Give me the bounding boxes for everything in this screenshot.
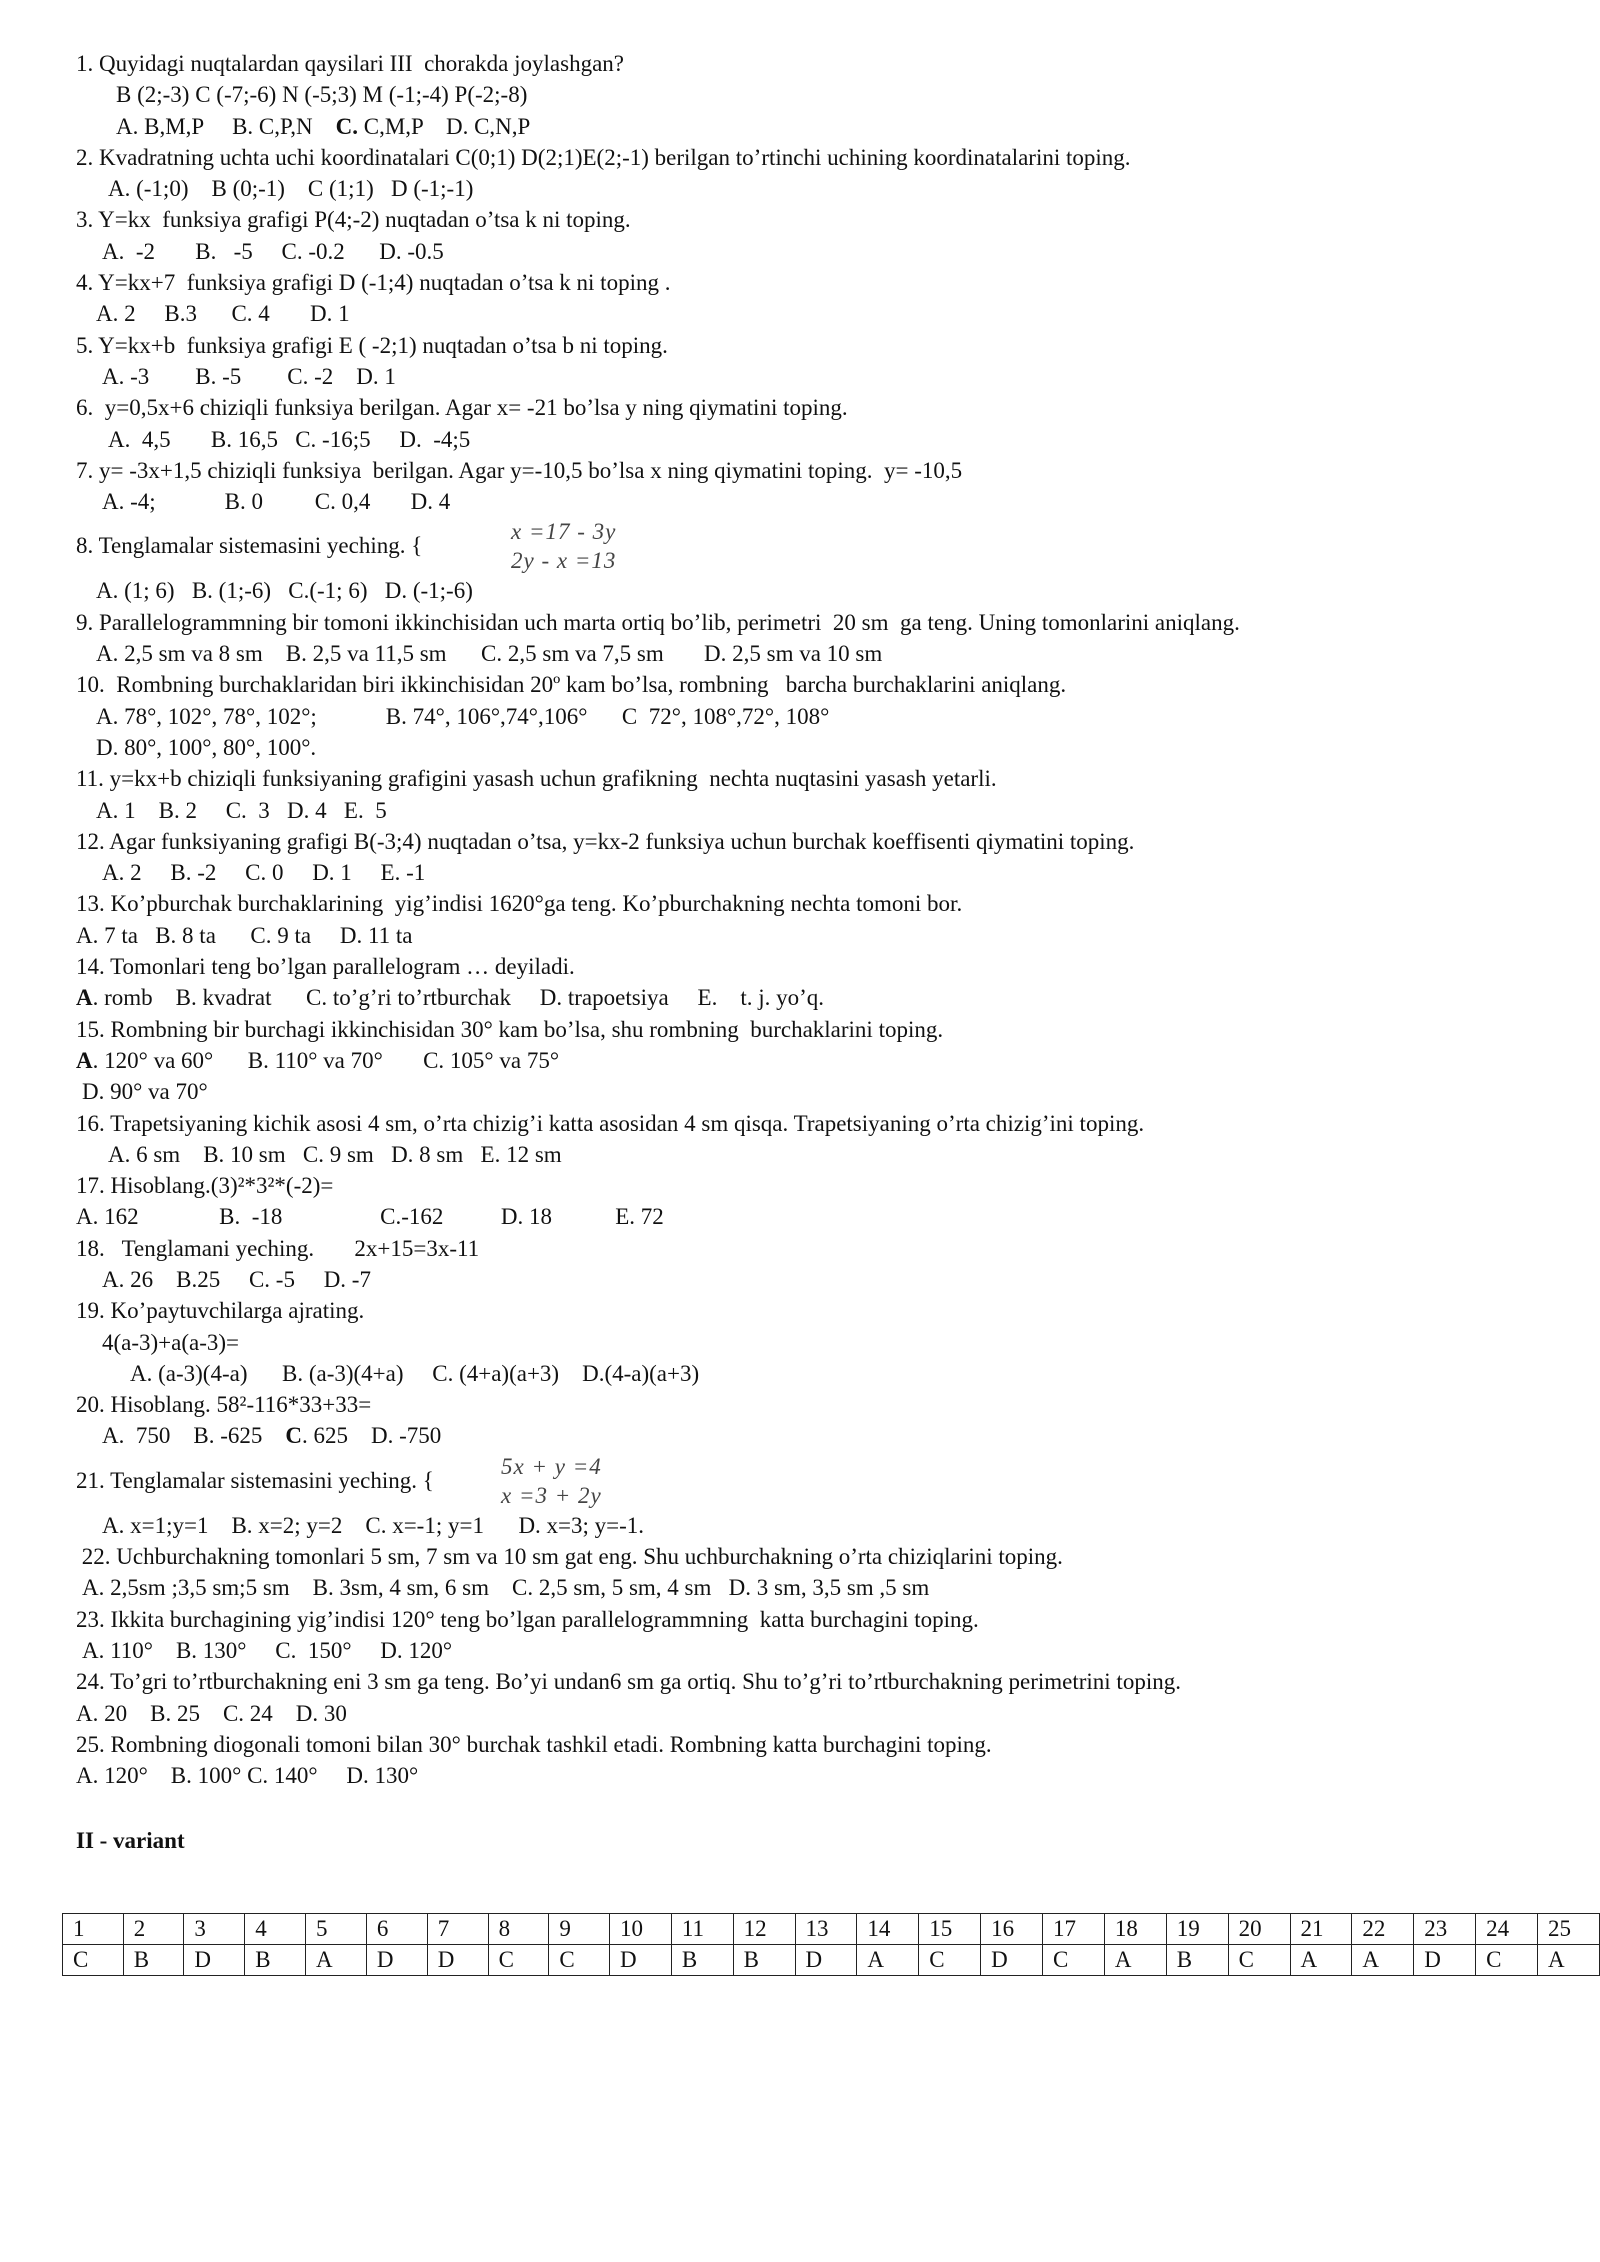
answer-options: A. x=1;y=1 B. x=2; y=2 C. x=-1; y=1 D. x=3; y=-1. [102, 1512, 645, 1538]
question-text: 2. Kvadratning uchta uchi koordinatalari C(0;1) D(2;1)E(2;-1) berilgan to’rtinchi uchining koordinatalarini toping. [76, 144, 1131, 170]
answer-key-answers-row [63, 1945, 1600, 1976]
answer-options: A. (1; 6) B. (1;-6) C.(-1; 6) D. (-1;-6) [96, 578, 473, 604]
question-text: 19. Ko’paytuvchilarga ajrating. [76, 1298, 365, 1324]
question-block [76, 1666, 1576, 1729]
question-system-line [76, 1452, 1576, 1510]
question-text: 22. Uchburchakning tomonlari 5 sm, 7 sm va 10 sm gat eng. Shu uchburchakning o’rta chiziqlarini toping. [76, 1544, 1063, 1570]
question-block [76, 607, 1576, 670]
equation: x =17 - 3y [511, 519, 617, 545]
answer-key-number-cell: 5 [305, 1914, 366, 1945]
answer-options: A. 110° B. 130° C. 150° D. 120° [82, 1637, 453, 1663]
question-block [76, 330, 1576, 393]
equation-system [511, 517, 616, 575]
equation-system [501, 1452, 602, 1510]
question-text: 23. Ikkita burchagining yig’indisi 120° teng bo’lgan parallelogrammning katta burchagini toping. [76, 1606, 979, 1632]
question-text: 8. Tenglamalar sistemasini yeching. { [76, 533, 423, 559]
question-system-line [76, 517, 1576, 575]
answer-key-number-cell: 6 [366, 1914, 427, 1945]
answer-options: D. 80°, 100°, 80°, 100°. [96, 734, 317, 760]
answer-options: A. 4,5 B. 16,5 C. -16;5 D. -4;5 [108, 426, 471, 452]
question-text: 12. Agar funksiyaning grafigi B(-3;4) nuqtadan o’tsa, y=kx-2 funksiya uchun burchak koeffisenti qiymatini toping. [76, 828, 1135, 854]
question-block [76, 1604, 1576, 1667]
answer-options: A. B,M,P B. C,P,N C. C,M,P D. C,N,P [116, 113, 531, 139]
question-block [76, 48, 1576, 142]
answer-options: A. (a-3)(4-a) B. (a-3)(4+a) C. (4+a)(a+3) D.(4-a)(a+3) [130, 1360, 700, 1386]
answer-key-answer-cell: C [1476, 1945, 1538, 1976]
question-text: 6. y=0,5x+6 chiziqli funksiya berilgan. Agar x= -21 bo’lsa y ning qiymatini toping. [76, 395, 848, 421]
answer-key-answer-cell: D [610, 1945, 672, 1976]
question-block [76, 267, 1576, 330]
answer-options: A. -4; B. 0 C. 0,4 D. 4 [102, 489, 451, 515]
question-block [76, 1729, 1576, 1792]
question-block [76, 826, 1576, 889]
answer-key-number-cell: 19 [1166, 1914, 1228, 1945]
answer-key-number-cell: 7 [427, 1914, 488, 1945]
answer-options: A. 26 B.25 C. -5 D. -7 [102, 1266, 371, 1292]
answer-options: A. 162 B. -18 C.-162 D. 18 E. 72 [76, 1204, 664, 1230]
answer-key-answer-cell: B [733, 1945, 795, 1976]
question-text: 14. Tomonlari teng bo’lgan parallelogram … deyiladi. [76, 954, 575, 980]
question-block [76, 1233, 1576, 1296]
answer-key-answer-cell: C [1043, 1945, 1105, 1976]
answer-options: A. 120° B. 100° C. 140° D. 130° [76, 1763, 419, 1789]
answer-key-number-cell: 2 [123, 1914, 184, 1945]
equation: 5x + y =4 [501, 1453, 602, 1479]
answer-key-answer-cell: C [919, 1945, 981, 1976]
question-block [76, 517, 1576, 606]
answer-key-answer-cell: A [305, 1945, 366, 1976]
answer-key-answer-cell: B [123, 1945, 184, 1976]
answer-key-number-cell: 12 [733, 1914, 795, 1945]
answer-key-answer-cell: B [671, 1945, 733, 1976]
question-text: 13. Ko’pburchak burchaklarining yig’indisi 1620°ga teng. Ko’pburchakning nechta tomoni bor. [76, 891, 963, 917]
equation: 2y - x =13 [511, 548, 617, 574]
question-text: 25. Rombning diogonali tomoni bilan 30° burchak tashkil etadi. Rombning katta burchagini toping. [76, 1731, 992, 1757]
answer-key-answer-cell: A [857, 1945, 919, 1976]
answer-key-number-cell: 21 [1290, 1914, 1352, 1945]
answer-key-answer-cell: D [184, 1945, 245, 1976]
answer-options: B (2;-3) C (-7;-6) N (-5;3) M (-1;-4) P(-2;-8) [116, 82, 528, 108]
question-block [76, 763, 1576, 826]
question-text: 9. Parallelogrammning bir tomoni ikkinchisidan uch marta ortiq bo’lib, perimetri 20 sm ga teng. Uning tomonlarini aniqlang. [76, 609, 1240, 635]
answer-key-number-cell: 23 [1414, 1914, 1476, 1945]
question-block [76, 1541, 1576, 1604]
answer-key-number-cell: 14 [857, 1914, 919, 1945]
answer-key-number-cell: 1 [63, 1914, 124, 1945]
question-block [76, 392, 1576, 455]
question-text: 7. y= -3x+1,5 chiziqli funksiya berilgan. Agar y=-10,5 bo’lsa x ning qiymatini toping. y= -10,5 [76, 457, 963, 483]
answer-key-number-cell: 18 [1104, 1914, 1166, 1945]
variant-heading: II - variant [76, 1828, 185, 1854]
answer-key-answer-cell: D [1414, 1945, 1476, 1976]
question-block [76, 1108, 1576, 1171]
answer-key-answer-cell: C [1228, 1945, 1290, 1976]
question-text: 1. Quyidagi nuqtalardan qaysilari III chorakda joylashgan? [76, 51, 624, 76]
answer-key-number-cell: 13 [795, 1914, 857, 1945]
answer-key-number-cell: 20 [1228, 1914, 1290, 1945]
question-text: 4. Y=kx+7 funksiya grafigi D (-1;4) nuqtadan o’tsa k ni toping . [76, 270, 671, 296]
answer-options: A. 6 sm B. 10 sm C. 9 sm D. 8 sm E. 12 sm [108, 1141, 562, 1167]
answer-key-number-cell: 25 [1538, 1914, 1600, 1945]
answer-options: D. 90° va 70° [82, 1079, 208, 1105]
answer-options: A. -2 B. -5 C. -0.2 D. -0.5 [102, 238, 444, 264]
answer-options: A. (-1;0) B (0;-1) C (1;1) D (-1;-1) [108, 176, 474, 202]
answer-options: A. 2,5sm ;3,5 sm;5 sm B. 3sm, 4 sm, 6 sm C. 2,5 sm, 5 sm, 4 sm D. 3 sm, 3,5 sm ,5 sm [82, 1575, 930, 1601]
questions-list [76, 48, 1576, 1856]
answer-options: A. 2 B.3 C. 4 D. 1 [96, 301, 350, 327]
question-block [76, 455, 1576, 518]
answer-options: A. 20 B. 25 C. 24 D. 30 [76, 1700, 347, 1726]
question-text: 5. Y=kx+b funksiya grafigi E ( -2;1) nuqtadan o’tsa b ni toping. [76, 332, 668, 358]
question-text: 16. Trapetsiyaning kichik asosi 4 sm, o’rta chizig’i katta asosidan 4 sm qisqa. Trapetsiyaning o’rta chizig’ini toping. [76, 1110, 1145, 1136]
answer-key-numbers-row [63, 1914, 1600, 1945]
question-text: 20. Hisoblang. 58²-116*33+33= [76, 1392, 372, 1418]
answer-key-table [62, 1913, 1600, 1976]
question-block [76, 142, 1576, 205]
answer-key-number-cell: 15 [919, 1914, 981, 1945]
answer-key-answer-cell: C [63, 1945, 124, 1976]
answer-options: A. 750 B. -625 C. 625 D. -750 [102, 1423, 442, 1449]
answer-options: A. 78°, 102°, 78°, 102°; B. 74°, 106°,74°,106° C 72°, 108°,72°, 108° [96, 703, 830, 729]
answer-key-answer-cell: B [245, 1945, 306, 1976]
answer-options: A. 2 B. -2 C. 0 D. 1 E. -1 [102, 860, 426, 886]
question-text: 10. Rombning burchaklaridan biri ikkinchisidan 20º kam bo’lsa, rombning barcha burchaklarini aniqlang. [76, 672, 1067, 698]
answer-key-number-cell: 4 [245, 1914, 306, 1945]
answer-key-number-cell: 11 [671, 1914, 733, 1945]
answer-key-answer-cell: D [427, 1945, 488, 1976]
answer-key-answer-cell: C [488, 1945, 549, 1976]
question-text: 17. Hisoblang.(3)²*3²*(-2)= [76, 1173, 334, 1199]
question-text: 21. Tenglamalar sistemasini yeching. { [76, 1467, 434, 1493]
answer-key-answer-cell: B [1166, 1945, 1228, 1976]
answer-key-number-cell: 17 [1043, 1914, 1105, 1945]
answer-key-answer-cell: D [981, 1945, 1043, 1976]
answer-key-answer-cell: A [1290, 1945, 1352, 1976]
answer-key-number-cell: 22 [1352, 1914, 1414, 1945]
answer-key-answer-cell: A [1104, 1945, 1166, 1976]
question-block [76, 669, 1576, 763]
question-block [76, 888, 1576, 951]
answer-key-number-cell: 10 [610, 1914, 672, 1945]
question-block [76, 951, 1576, 1014]
answer-key-number-cell: 24 [1476, 1914, 1538, 1945]
question-block [76, 1295, 1576, 1389]
question-block [76, 1170, 1576, 1233]
answer-options: A. 1 B. 2 C. 3 D. 4 E. 5 [96, 797, 387, 823]
question-text: 3. Y=kx funksiya grafigi P(4;-2) nuqtadan o’tsa k ni toping. [76, 207, 631, 233]
answer-key-answer-cell: D [795, 1945, 857, 1976]
answer-key-answer-cell: D [366, 1945, 427, 1976]
answer-options: A. 7 ta B. 8 ta C. 9 ta D. 11 ta [76, 922, 413, 948]
answer-key-number-cell: 3 [184, 1914, 245, 1945]
question-text: 18. Tenglamani yeching. 2x+15=3x-11 [76, 1235, 480, 1261]
answer-options: A. 120° va 60° B. 110° va 70° C. 105° va 75° [76, 1047, 560, 1073]
answer-options: A. 2,5 sm va 8 sm B. 2,5 va 11,5 sm C. 2,5 sm va 7,5 sm D. 2,5 sm va 10 sm [96, 641, 883, 667]
equation: x =3 + 2y [501, 1482, 602, 1508]
question-block [76, 1452, 1576, 1541]
answer-options: A. romb B. kvadrat C. to’g’ri to’rtburchak D. trapoetsiya E. t. j. yo’q. [76, 985, 825, 1011]
question-block [76, 204, 1576, 267]
answer-options: A. -3 B. -5 C. -2 D. 1 [102, 363, 396, 389]
question-text: 24. To’gri to’rtburchakning eni 3 sm ga teng. Bo’yi undan6 sm ga ortiq. Shu to’g’ri to’rtburchakning perimetrini toping. [76, 1669, 1181, 1695]
answer-key-number-cell: 16 [981, 1914, 1043, 1945]
question-text: 15. Rombning bir burchagi ikkinchisidan 30° kam bo’lsa, shu rombning burchaklarini toping. [76, 1016, 944, 1042]
answer-key-answer-cell: A [1352, 1945, 1414, 1976]
question-block [76, 1389, 1576, 1452]
question-text: 11. y=kx+b chiziqli funksiyaning grafigini yasash uchun grafikning nechta nuqtasini yasash yetarli. [76, 766, 997, 792]
answer-options: 4(a-3)+a(a-3)= [102, 1329, 240, 1355]
answer-key-number-cell: 9 [549, 1914, 610, 1945]
answer-key-answer-cell: C [549, 1945, 610, 1976]
answer-key-number-cell: 8 [488, 1914, 549, 1945]
question-block [76, 1014, 1576, 1108]
answer-key-answer-cell: A [1538, 1945, 1600, 1976]
